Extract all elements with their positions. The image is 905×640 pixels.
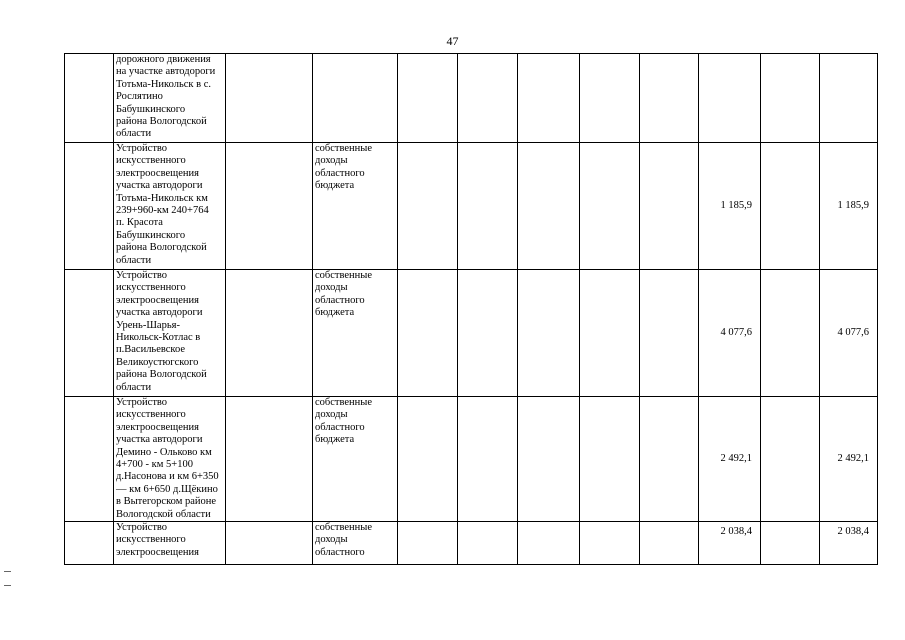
empty-cell bbox=[398, 270, 458, 397]
empty-cell bbox=[580, 143, 640, 270]
empty-cell bbox=[398, 397, 458, 522]
empty-cell bbox=[640, 54, 699, 143]
table-row bbox=[65, 143, 878, 270]
description-cell: дорожного движения на участке автодороги Тотьма-Никольск в с. Рослятино Бабушкинского района Вологодской области bbox=[114, 54, 226, 143]
index-cell bbox=[65, 522, 114, 565]
total-cell bbox=[820, 54, 878, 143]
source-cell bbox=[313, 54, 398, 143]
empty-cell bbox=[580, 522, 640, 565]
source-cell: собственные доходы областного бюджета bbox=[313, 397, 398, 522]
amount-cell: 4 077,6 bbox=[699, 270, 761, 397]
empty-cell bbox=[226, 143, 313, 270]
empty-cell bbox=[398, 54, 458, 143]
empty-cell bbox=[518, 270, 580, 397]
source-cell: собственные доходы областного bbox=[313, 522, 398, 565]
index-cell bbox=[65, 397, 114, 522]
index-cell bbox=[65, 54, 114, 143]
table-row bbox=[65, 397, 878, 522]
empty-cell bbox=[640, 143, 699, 270]
amount-cell: 2 492,1 bbox=[699, 397, 761, 522]
empty-cell bbox=[226, 54, 313, 143]
empty-cell bbox=[518, 397, 580, 522]
empty-cell bbox=[580, 397, 640, 522]
description-cell: Устройство искусственного электроосвещения участка автодороги Тотьма-Никольск км 239+960-км 240+764 п. Красота Бабушкинского района Вологодской области bbox=[114, 143, 226, 270]
amount-cell: 1 185,9 bbox=[699, 143, 761, 270]
description-cell: Устройство искусственного электроосвещения участка автодороги Урень-Шарья- Никольск-Котлас в п.Васильевское Великоустюгского района Вологодской области bbox=[114, 270, 226, 397]
empty-cell bbox=[458, 143, 518, 270]
empty-cell bbox=[640, 522, 699, 565]
empty-cell bbox=[640, 270, 699, 397]
table-row bbox=[65, 522, 878, 565]
table-row bbox=[65, 270, 878, 397]
empty-cell bbox=[398, 522, 458, 565]
empty-cell bbox=[761, 143, 820, 270]
table-row bbox=[65, 54, 878, 143]
amount-cell: 2 038,4 bbox=[699, 522, 761, 565]
edge-mark bbox=[4, 571, 11, 572]
source-cell: собственные доходы областного бюджета bbox=[313, 143, 398, 270]
total-cell: 2 038,4 bbox=[820, 522, 878, 565]
edge-mark bbox=[4, 585, 11, 586]
empty-cell bbox=[458, 397, 518, 522]
empty-cell bbox=[580, 54, 640, 143]
empty-cell bbox=[398, 143, 458, 270]
empty-cell bbox=[761, 54, 820, 143]
budget-table bbox=[64, 53, 878, 565]
total-cell: 1 185,9 bbox=[820, 143, 878, 270]
total-cell: 2 492,1 bbox=[820, 397, 878, 522]
empty-cell bbox=[518, 54, 580, 143]
empty-cell bbox=[761, 522, 820, 565]
empty-cell bbox=[640, 397, 699, 522]
empty-cell bbox=[518, 143, 580, 270]
empty-cell bbox=[458, 54, 518, 143]
empty-cell bbox=[226, 270, 313, 397]
index-cell bbox=[65, 270, 114, 397]
empty-cell bbox=[761, 397, 820, 522]
empty-cell bbox=[226, 522, 313, 565]
empty-cell bbox=[518, 522, 580, 565]
description-cell: Устройство искусственного электроосвещения bbox=[114, 522, 226, 565]
page-number: 47 bbox=[446, 34, 459, 48]
index-cell bbox=[65, 143, 114, 270]
empty-cell bbox=[761, 270, 820, 397]
description-cell: Устройство искусственного электроосвещения участка автодороги Демино - Ольково км 4+700 - км 5+100 д.Насонова и км 6+350 — км 6+650 д.Щёкино в Вытегорском районе Вологодской области bbox=[114, 397, 226, 522]
total-cell: 4 077,6 bbox=[820, 270, 878, 397]
empty-cell bbox=[580, 270, 640, 397]
empty-cell bbox=[458, 522, 518, 565]
source-cell: собственные доходы областного бюджета bbox=[313, 270, 398, 397]
empty-cell bbox=[226, 397, 313, 522]
amount-cell bbox=[699, 54, 761, 143]
empty-cell bbox=[458, 270, 518, 397]
